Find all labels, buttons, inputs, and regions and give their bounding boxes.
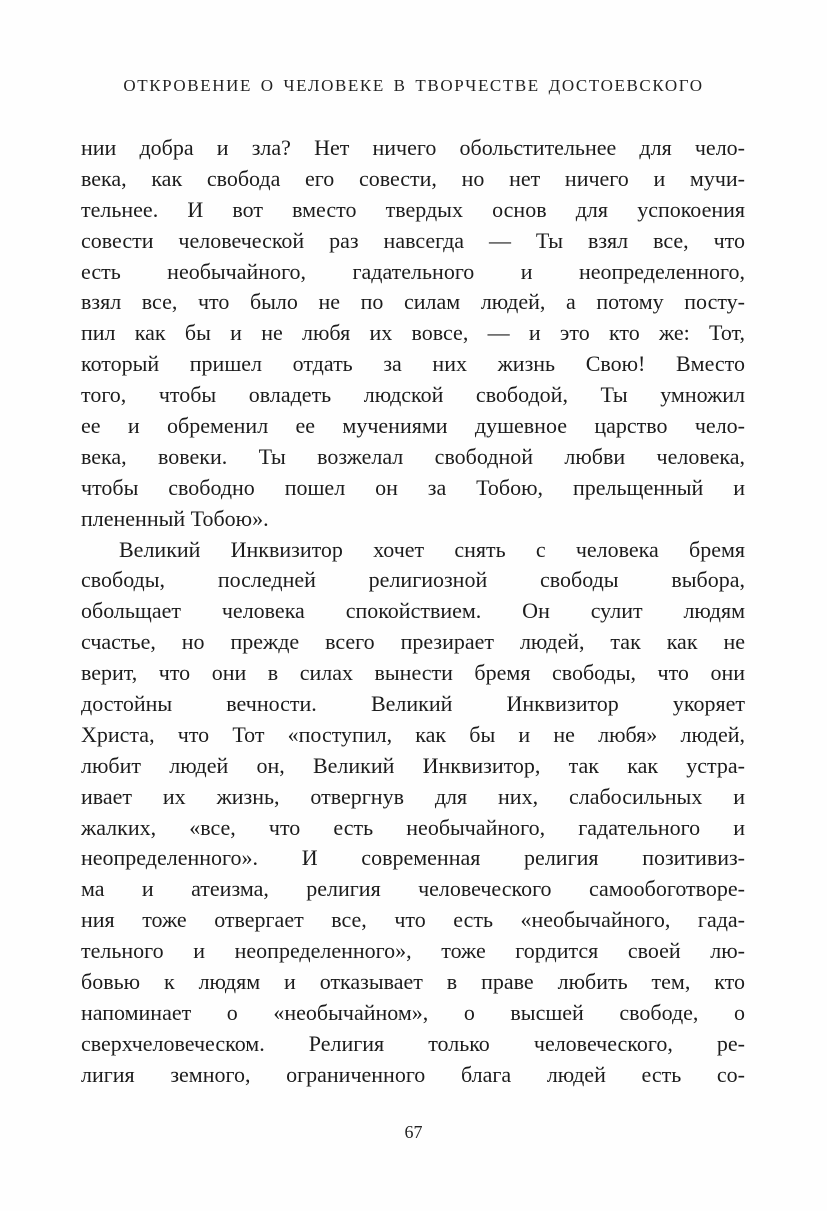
text-line: Христа, что Тот «поступил, как бы и не любя» людей, [81, 721, 745, 747]
text-line: тельнее. И вот вместо твердых основ для успокоения [81, 196, 745, 222]
text-line: Великий Инквизитор хочет снять с человека бремя [119, 536, 745, 562]
text-line: есть необычайного, гадательного и неопределенного, [81, 258, 745, 284]
text-block [81, 133, 745, 1091]
text-line: чтобы свободно пошел он за Тобою, прельщенный и [81, 474, 745, 500]
text-line: бовью к людям и отказывает в праве любить тем, кто [81, 969, 745, 995]
text-line: любит людей он, Великий Инквизитор, так как устра- [81, 752, 745, 778]
text-line: века, как свобода его совести, но нет ничего и мучи- [81, 165, 745, 191]
text-line: ее и обременил ее мучениями душевное царство чело- [81, 413, 745, 439]
text-line: того, чтобы овладеть людской свободой, Ты умножил [81, 382, 745, 408]
text-line: плененный Тобою». [81, 505, 269, 531]
text-line: тельного и неопределенного», тоже гордится своей лю- [81, 938, 745, 964]
text-line: обольщает человека спокойствием. Он сулит людям [81, 598, 745, 624]
text-line: сверхчеловеческом. Религия только человеческого, ре- [81, 1030, 745, 1056]
text-line: взял все, что было не по силам людей, а потому посту- [81, 289, 745, 315]
text-line: достойны вечности. Великий Инквизитор укоряет [81, 691, 745, 717]
text-line: неопределенного». И современная религия позитивиз- [81, 845, 745, 871]
text-line: верит, что они в силах вынести бремя свободы, что они [81, 660, 745, 686]
text-line: ма и атеизма, религия человеческого самообоготворе- [81, 876, 745, 902]
text-line: который пришел отдать за них жизнь Свою! Вместо [81, 351, 745, 377]
text-line: совести человеческой раз навсегда — Ты взял все, что [81, 227, 745, 253]
text-line: напоминает о «необычайном», о высшей свободе, о [81, 999, 745, 1025]
text-line: счастье, но прежде всего презирает людей, так как не [81, 629, 745, 655]
text-line: ивает их жизнь, отвергнув для них, слабосильных и [81, 783, 745, 809]
page-number: 67 [404, 1122, 423, 1142]
running-header: ОТКРОВЕНИЕ О ЧЕЛОВЕКЕ В ТВОРЧЕСТВЕ ДОСТОЕВСКОГО [123, 76, 704, 95]
text-line: свободы, последней религиозной свободы выбора, [81, 567, 745, 593]
text-line: жалких, «все, что есть необычайного, гадательного и [81, 814, 745, 840]
text-line: ния тоже отвергает все, что есть «необычайного, гада- [81, 907, 745, 933]
text-line: лигия земного, ограниченного блага людей есть со- [81, 1061, 745, 1087]
text-line: нии добра и зла? Нет ничего обольстительнее для чело- [81, 135, 745, 160]
text-line: пил как бы и не любя их вовсе, — и это кто же: Тот, [81, 320, 745, 346]
text-line: века, вовеки. Ты возжелал свободной любви человека, [81, 443, 745, 469]
